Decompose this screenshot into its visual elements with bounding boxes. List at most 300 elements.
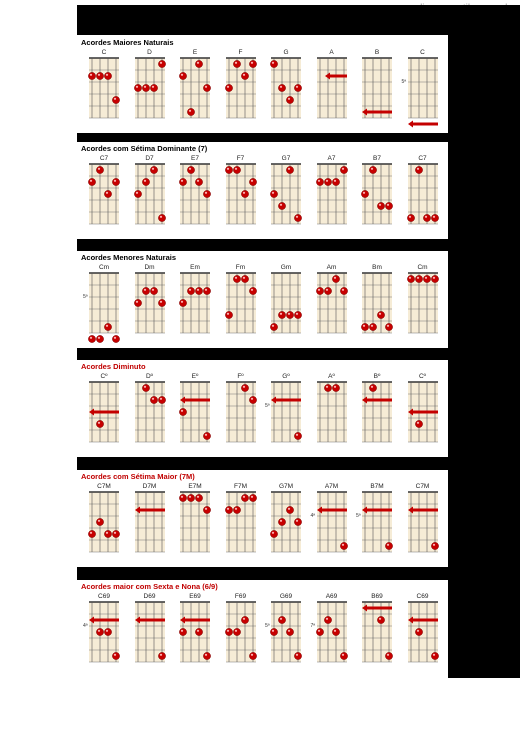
chord-name: G7 <box>281 155 291 162</box>
finger-dot <box>340 542 347 549</box>
fret-position-label: 5ª <box>265 403 270 409</box>
finger-dot <box>286 506 293 513</box>
finger-dot <box>195 494 202 501</box>
finger-dot <box>249 287 256 294</box>
barre-bar <box>410 509 438 512</box>
finger-dot <box>112 652 119 659</box>
chord-diagram <box>128 483 172 563</box>
chord-diagram <box>355 264 399 344</box>
finger-dot <box>286 96 293 103</box>
fretboard <box>82 155 126 235</box>
fretboard <box>264 373 308 453</box>
fretboard-wood <box>89 164 119 224</box>
finger-dot <box>158 299 165 306</box>
finger-dot <box>225 506 232 513</box>
finger-dot-highlight <box>114 98 116 100</box>
finger-dot <box>294 311 301 318</box>
fretboard <box>264 483 308 563</box>
finger-dot <box>415 628 422 635</box>
section-divider <box>77 133 448 142</box>
finger-dot-highlight <box>205 86 207 88</box>
finger-dot <box>158 60 165 67</box>
finger-dot <box>187 494 194 501</box>
fretboard <box>401 49 445 129</box>
chord-name: C7M <box>415 483 430 490</box>
chord-name: E7 <box>191 155 199 162</box>
finger-dot-highlight <box>234 277 236 279</box>
finger-dot-highlight <box>234 630 236 632</box>
chord-name: F69 <box>234 593 247 600</box>
finger-dot-highlight <box>272 630 274 632</box>
fretboard <box>219 264 263 344</box>
chord-name: Gº <box>282 373 290 380</box>
finger-dot <box>225 628 232 635</box>
finger-dot-highlight <box>98 168 100 170</box>
finger-dot-highlight <box>424 277 426 279</box>
finger-dot-highlight <box>272 532 274 534</box>
fretboard-wood <box>89 58 119 118</box>
chord-name: D7M <box>142 483 157 490</box>
chord-name: G69 <box>279 593 293 600</box>
chord-diagram <box>401 49 445 129</box>
chord-name: A7 <box>327 155 336 162</box>
finger-dot <box>361 323 368 330</box>
finger-dot-highlight <box>90 337 92 339</box>
fretboard <box>310 593 354 673</box>
fret-position-label: 4ª <box>83 623 88 629</box>
finger-dot-highlight <box>288 508 290 510</box>
finger-dot <box>278 311 285 318</box>
finger-dot <box>361 190 368 197</box>
finger-dot-highlight <box>181 301 183 303</box>
finger-dot <box>270 190 277 197</box>
finger-dot-highlight <box>189 496 191 498</box>
finger-dot <box>385 202 392 209</box>
fretboard <box>355 155 399 235</box>
finger-dot <box>431 652 438 659</box>
finger-dot <box>187 108 194 115</box>
finger-dot-highlight <box>242 277 244 279</box>
finger-dot-highlight <box>135 86 137 88</box>
finger-dot <box>142 84 149 91</box>
right-black-band <box>448 5 520 678</box>
chord-diagram <box>310 155 354 235</box>
finger-dot <box>324 384 331 391</box>
finger-dot-highlight <box>363 325 365 327</box>
chord-name: F <box>238 49 243 56</box>
section-title: Acordes Menores Naturais <box>81 253 177 262</box>
finger-dot-highlight <box>98 422 100 424</box>
finger-dot <box>225 311 232 318</box>
finger-dot-highlight <box>280 618 282 620</box>
section-title: Acordes maior com Sexta e Nona (6/9) <box>81 582 218 591</box>
finger-dot-highlight <box>98 630 100 632</box>
chord-diagram <box>173 155 217 235</box>
finger-dot <box>385 323 392 330</box>
chord-name: C69 <box>98 593 110 600</box>
finger-dot-highlight <box>90 180 92 182</box>
chord-name: Cº <box>418 373 427 380</box>
finger-dot-highlight <box>181 74 183 76</box>
finger-dot-highlight <box>159 398 161 400</box>
finger-dot <box>179 299 186 306</box>
finger-dot-highlight <box>280 204 282 206</box>
finger-dot-highlight <box>432 277 434 279</box>
chord-diagram <box>128 49 172 129</box>
finger-dot-highlight <box>234 508 236 510</box>
chord-diagram <box>173 593 217 673</box>
finger-dot <box>96 628 103 635</box>
finger-dot <box>142 287 149 294</box>
finger-dot-highlight <box>159 301 161 303</box>
chord-diagram <box>264 593 308 673</box>
chord-diagram <box>310 373 354 453</box>
finger-dot <box>241 616 248 623</box>
barre-bar <box>364 607 392 610</box>
chord-name: Dº <box>145 373 154 380</box>
chord-name: D7 <box>145 155 154 162</box>
finger-dot <box>340 652 347 659</box>
finger-dot-highlight <box>159 62 161 64</box>
fretboard-wood <box>362 382 392 442</box>
finger-dot <box>249 396 256 403</box>
chord-diagram <box>82 483 126 563</box>
finger-dot-highlight <box>135 301 137 303</box>
finger-dot <box>88 178 95 185</box>
fretboard <box>82 264 126 344</box>
section-divider <box>77 348 448 360</box>
chord-diagram <box>264 264 308 344</box>
finger-dot <box>316 287 323 294</box>
finger-dot-highlight <box>416 168 418 170</box>
finger-dot-highlight <box>288 168 290 170</box>
section-title: Acordes Maiores Naturais <box>81 38 174 47</box>
finger-dot <box>249 60 256 67</box>
finger-dot-highlight <box>242 74 244 76</box>
fretboard <box>128 49 172 129</box>
fret-position-label: 5ª <box>83 294 88 300</box>
fretboard <box>355 49 399 129</box>
finger-dot <box>112 530 119 537</box>
finger-dot <box>104 628 111 635</box>
finger-dot <box>203 84 210 91</box>
finger-dot <box>270 60 277 67</box>
chord-name: A <box>329 49 334 56</box>
fretboard-wood <box>317 382 347 442</box>
finger-dot <box>88 72 95 79</box>
finger-dot-highlight <box>387 544 389 546</box>
finger-dot-highlight <box>272 325 274 327</box>
finger-dot-highlight <box>226 508 228 510</box>
finger-dot-highlight <box>250 654 252 656</box>
chord-diagram <box>310 49 354 129</box>
chord-diagram <box>128 264 172 344</box>
finger-dot-highlight <box>341 289 343 291</box>
chord-name: A69 <box>325 593 338 600</box>
finger-dot-highlight <box>226 313 228 315</box>
finger-dot-highlight <box>250 62 252 64</box>
finger-dot-highlight <box>242 386 244 388</box>
finger-dot-highlight <box>114 654 116 656</box>
fretboard-wood <box>135 382 165 442</box>
chord-diagram <box>82 49 126 129</box>
finger-dot-highlight <box>106 325 108 327</box>
finger-dot <box>286 166 293 173</box>
finger-dot-highlight <box>288 630 290 632</box>
chord-section <box>77 470 448 567</box>
chord-diagram <box>219 49 263 129</box>
finger-dot <box>431 214 438 221</box>
chord-name: C7M <box>97 483 111 490</box>
finger-dot-highlight <box>143 86 145 88</box>
finger-dot <box>431 542 438 549</box>
finger-dot-highlight <box>159 654 161 656</box>
chord-name: D69 <box>143 593 156 600</box>
barre-bar <box>182 399 210 402</box>
chord-diagram <box>310 593 354 673</box>
chord-name: Dm <box>144 264 155 271</box>
finger-dot <box>203 287 210 294</box>
fretboard <box>310 483 354 563</box>
chord-name: F7 <box>236 155 245 162</box>
fretboard <box>310 155 354 235</box>
finger-dot <box>96 72 103 79</box>
finger-dot-highlight <box>379 204 381 206</box>
finger-dot-highlight <box>317 180 319 182</box>
finger-dot <box>241 72 248 79</box>
finger-dot-highlight <box>151 289 153 291</box>
fretboard-wood <box>226 382 256 442</box>
fretboard <box>219 483 263 563</box>
finger-dot-highlight <box>379 618 381 620</box>
finger-dot <box>233 275 240 282</box>
fret-position-label: 7ª <box>310 623 316 629</box>
finger-dot <box>332 275 339 282</box>
finger-dot-highlight <box>296 520 298 522</box>
finger-dot <box>332 384 339 391</box>
barre-bar <box>137 509 165 512</box>
finger-dot <box>96 518 103 525</box>
fretboard <box>310 264 354 344</box>
finger-dot <box>179 494 186 501</box>
finger-dot-highlight <box>363 192 365 194</box>
chord-diagram <box>264 49 308 129</box>
finger-dot-highlight <box>106 74 108 76</box>
fretboard <box>264 155 308 235</box>
chord-name: Bº <box>373 373 381 380</box>
finger-dot-highlight <box>250 180 252 182</box>
fret-position-label: 4ª <box>310 513 316 519</box>
fretboard <box>401 483 445 563</box>
barre-bar <box>91 619 119 622</box>
fretboard <box>401 264 445 344</box>
finger-dot <box>369 323 376 330</box>
chord-diagram <box>264 483 308 563</box>
finger-dot-highlight <box>114 337 116 339</box>
finger-dot-highlight <box>371 386 373 388</box>
finger-dot <box>241 384 248 391</box>
finger-dot-highlight <box>98 337 100 339</box>
finger-dot <box>150 396 157 403</box>
fretboard-wood <box>317 273 347 333</box>
finger-dot <box>233 166 240 173</box>
finger-dot-highlight <box>143 289 145 291</box>
finger-dot-highlight <box>181 630 183 632</box>
finger-dot-highlight <box>416 630 418 632</box>
finger-dot-highlight <box>189 110 191 112</box>
finger-dot <box>150 166 157 173</box>
finger-dot <box>104 190 111 197</box>
finger-dot <box>415 166 422 173</box>
finger-dot <box>233 506 240 513</box>
chord-diagram <box>173 49 217 129</box>
finger-dot <box>278 518 285 525</box>
barre-bar <box>364 111 392 114</box>
fretboard <box>219 373 263 453</box>
section-title: Acordes Diminuto <box>81 362 146 371</box>
finger-dot <box>423 275 430 282</box>
fretboard <box>355 264 399 344</box>
fretboard <box>173 593 217 673</box>
fretboard <box>128 593 172 673</box>
chord-name: G7M <box>278 483 294 490</box>
fretboard <box>82 593 126 673</box>
chord-name: C69 <box>416 593 429 600</box>
fretboard <box>128 373 172 453</box>
barre-arrow <box>408 121 413 128</box>
chord-diagram <box>82 264 126 344</box>
section-divider <box>77 239 448 251</box>
finger-dot <box>150 287 157 294</box>
chord-diagram <box>264 155 308 235</box>
finger-dot-highlight <box>325 180 327 182</box>
finger-dot <box>377 311 384 318</box>
finger-dot-highlight <box>296 216 298 218</box>
finger-dot-highlight <box>280 520 282 522</box>
finger-dot-highlight <box>234 62 236 64</box>
finger-dot <box>225 166 232 173</box>
finger-dot <box>158 652 165 659</box>
chord-name: Bm <box>372 264 382 271</box>
chord-diagram <box>219 373 263 453</box>
chord-name: D <box>147 49 152 56</box>
finger-dot <box>225 84 232 91</box>
fret-position-label: 5ª <box>401 79 407 85</box>
finger-dot <box>415 420 422 427</box>
chord-diagram <box>173 373 217 453</box>
finger-dot <box>249 494 256 501</box>
finger-dot-highlight <box>333 630 335 632</box>
barre-bar <box>410 619 438 622</box>
finger-dot-highlight <box>333 386 335 388</box>
fretboard <box>264 593 308 673</box>
finger-dot <box>270 530 277 537</box>
chord-diagram <box>82 373 126 453</box>
finger-dot <box>134 190 141 197</box>
chord-diagram <box>355 593 399 673</box>
chord-diagram <box>173 264 217 344</box>
chord-name: E <box>192 49 198 56</box>
finger-dot <box>278 202 285 209</box>
finger-dot <box>241 190 248 197</box>
finger-dot <box>187 166 194 173</box>
finger-dot <box>249 178 256 185</box>
chord-diagram <box>355 483 399 563</box>
chord-section <box>77 360 448 457</box>
finger-dot-highlight <box>432 544 434 546</box>
finger-dot <box>195 287 202 294</box>
barre-bar <box>364 399 392 402</box>
finger-dot-highlight <box>226 86 228 88</box>
chord-diagram <box>82 155 126 235</box>
finger-dot <box>203 506 210 513</box>
finger-dot <box>233 628 240 635</box>
fretboard <box>401 155 445 235</box>
finger-dot-highlight <box>296 654 298 656</box>
barre-bar <box>91 411 119 414</box>
finger-dot-highlight <box>280 313 282 315</box>
chord-name: Fm <box>235 264 246 271</box>
fretboard-wood <box>89 273 119 333</box>
finger-dot-highlight <box>106 630 108 632</box>
finger-dot-highlight <box>387 654 389 656</box>
finger-dot-highlight <box>98 74 100 76</box>
finger-dot-highlight <box>288 313 290 315</box>
finger-dot-highlight <box>250 289 252 291</box>
barre-bar <box>364 509 392 512</box>
finger-dot <box>415 275 422 282</box>
finger-dot-highlight <box>379 313 381 315</box>
chord-name: Em <box>190 264 200 271</box>
finger-dot-highlight <box>205 654 207 656</box>
finger-dot-highlight <box>387 325 389 327</box>
finger-dot <box>241 494 248 501</box>
finger-dot-highlight <box>151 86 153 88</box>
finger-dot <box>195 178 202 185</box>
fretboard <box>401 593 445 673</box>
finger-dot <box>88 335 95 342</box>
fretboard <box>219 49 263 129</box>
chord-name: Cº <box>100 373 108 380</box>
finger-dot-highlight <box>272 62 274 64</box>
finger-dot-highlight <box>416 277 418 279</box>
finger-dot <box>423 214 430 221</box>
finger-dot <box>195 628 202 635</box>
chord-name: Am <box>326 264 337 271</box>
finger-dot-highlight <box>296 86 298 88</box>
finger-dot-highlight <box>371 168 373 170</box>
fretboard <box>128 155 172 235</box>
finger-dot-highlight <box>325 386 327 388</box>
finger-dot-highlight <box>159 216 161 218</box>
fretboard <box>173 155 217 235</box>
finger-dot-highlight <box>242 618 244 620</box>
finger-dot-highlight <box>114 532 116 534</box>
finger-dot <box>294 432 301 439</box>
finger-dot-highlight <box>416 422 418 424</box>
finger-dot <box>431 275 438 282</box>
finger-dot <box>195 60 202 67</box>
finger-dot-highlight <box>197 496 199 498</box>
finger-dot <box>203 432 210 439</box>
section-title: Acordes com Sétima Maior (7M) <box>81 472 195 481</box>
finger-dot <box>88 530 95 537</box>
chord-diagram <box>401 373 445 453</box>
fretboard <box>82 373 126 453</box>
finger-dot-highlight <box>408 216 410 218</box>
chord-diagram <box>401 155 445 235</box>
chord-diagram <box>82 593 126 673</box>
